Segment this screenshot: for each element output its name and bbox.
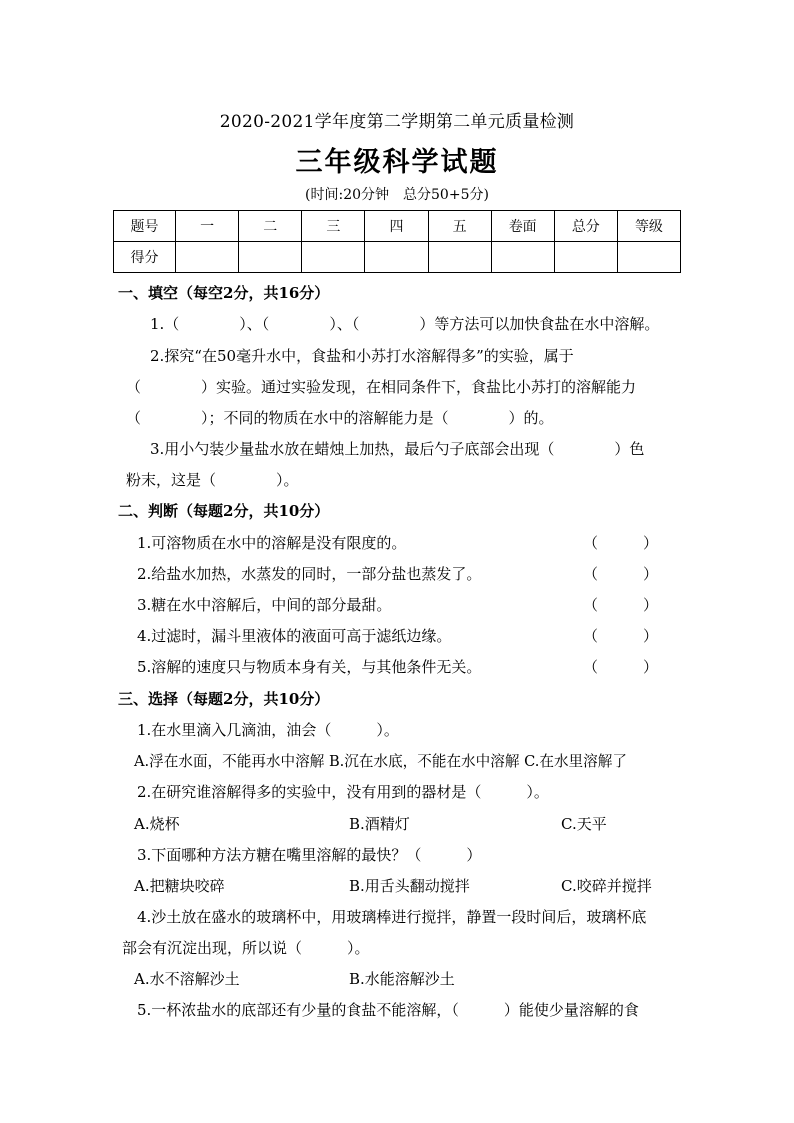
option-b: B.水能溶解沙土	[349, 970, 455, 988]
score-table-cell: 总分	[554, 211, 617, 242]
exam-time-and-score: (时间:20分钟 总分50+5分)	[305, 187, 489, 203]
exam-title: 三年级科学试题	[295, 147, 499, 178]
score-input-cell[interactable]	[428, 242, 491, 273]
question-fill-1: 1.（ ）、（ ）、（ ）等方法可以加快食盐在水中溶解。	[150, 315, 660, 333]
question-fill-2-line-2: （ ）实验。通过实验发现，在相同条件下，食盐比小苏打的溶解能力	[126, 378, 637, 396]
score-input-cell[interactable]	[239, 242, 302, 273]
question-fill-3-line-2: 粉末，这是（ ）。	[126, 471, 299, 489]
option-c: C.咬碎并搅拌	[561, 877, 652, 895]
score-input-cell[interactable]	[617, 242, 680, 273]
score-input-cell[interactable]	[365, 242, 428, 273]
option-c: C.天平	[561, 815, 607, 833]
question-judge-4: 4.过滤时，漏斗里液体的液面可高于滤纸边缘。	[137, 627, 452, 645]
score-input-cell[interactable]	[176, 242, 239, 273]
score-table-cell: 一	[176, 211, 239, 242]
option-a: A.把糖块咬碎	[134, 877, 225, 895]
score-input-cell[interactable]	[554, 242, 617, 273]
score-table-cell: 五	[428, 211, 491, 242]
question-judge-1: 1.可溶物质在水中的溶解是没有限度的。	[137, 534, 407, 552]
score-table-cell: 四	[365, 211, 428, 242]
answer-paren[interactable]: （ ）	[583, 596, 659, 614]
question-choice-1-options: A.浮在水面，不能再水中溶解 B.沉在水底，不能在水中溶解 C.在水里溶解了	[134, 753, 627, 770]
answer-paren[interactable]: （ ）	[583, 534, 659, 552]
score-table-cell: 得分	[114, 242, 176, 273]
section-true-false-heading: 二、判断（每题2分，共10分）	[118, 502, 330, 520]
question-fill-2-line-1: 2.探究“在50毫升水中，食盐和小苏打水溶解得多”的实验，属于	[150, 347, 574, 365]
option-a: A.烧杯	[134, 815, 180, 833]
score-table-cell: 等级	[617, 211, 680, 242]
question-choice-5: 5.一杯浓盐水的底部还有少量的食盐不能溶解，（ ）能使少量溶解的食	[137, 1001, 639, 1019]
question-judge-3: 3.糖在水中溶解后，中间的部分最甜。	[137, 596, 392, 614]
question-choice-2: 2.在研究谁溶解得多的实验中，没有用到的器材是（ ）。	[137, 783, 549, 801]
question-choice-1: 1.在水里滴入几滴油，油会（ ）。	[137, 721, 399, 739]
question-choice-3: 3.下面哪种方法方糖在嘴里溶解的最快？（ ）	[137, 846, 482, 864]
score-table-cell: 二	[239, 211, 302, 242]
question-judge-5: 5.溶解的速度只与物质本身有关，与其他条件无关。	[137, 658, 482, 676]
option-a: A.水不溶解沙土	[134, 970, 240, 988]
score-input-cell[interactable]	[302, 242, 365, 273]
answer-paren[interactable]: （ ）	[583, 658, 659, 676]
question-judge-2: 2.给盐水加热，水蒸发的同时，一部分盐也蒸发了。	[137, 565, 482, 583]
section-choice-heading: 三、选择（每题2分，共10分）	[118, 690, 330, 708]
section-fill-in-heading: 一、填空（每空2分，共16分）	[118, 284, 330, 302]
answer-paren[interactable]: （ ）	[583, 565, 659, 583]
score-table-score-row	[114, 242, 681, 273]
exam-subtitle: 2020-2021学年度第二学期第二单元质量检测	[219, 112, 575, 132]
question-choice-4-line-1: 4.沙土放在盛水的玻璃杯中，用玻璃棒进行搅拌，静置一段时间后，玻璃杯底	[137, 908, 647, 926]
score-table-header-row	[114, 211, 681, 242]
option-b: B.酒精灯	[349, 815, 410, 833]
score-table-cell: 题号	[114, 211, 176, 242]
score-table-cell: 卷面	[491, 211, 554, 242]
question-choice-4-line-2: 部会有沉淀出现，所以说（ ）。	[122, 939, 370, 957]
question-fill-3-line-1: 3.用小勺装少量盐水放在蜡烛上加热，最后勺子底部会出现（ ）色	[150, 440, 645, 458]
score-table-cell: 三	[302, 211, 365, 242]
score-table	[113, 210, 681, 273]
question-fill-2-line-3: （ ）；不同的物质在水中的溶解能力是（ ）的。	[126, 409, 554, 427]
score-input-cell[interactable]	[491, 242, 554, 273]
option-b: B.用舌头翻动搅拌	[349, 877, 470, 895]
answer-paren[interactable]: （ ）	[583, 627, 659, 645]
